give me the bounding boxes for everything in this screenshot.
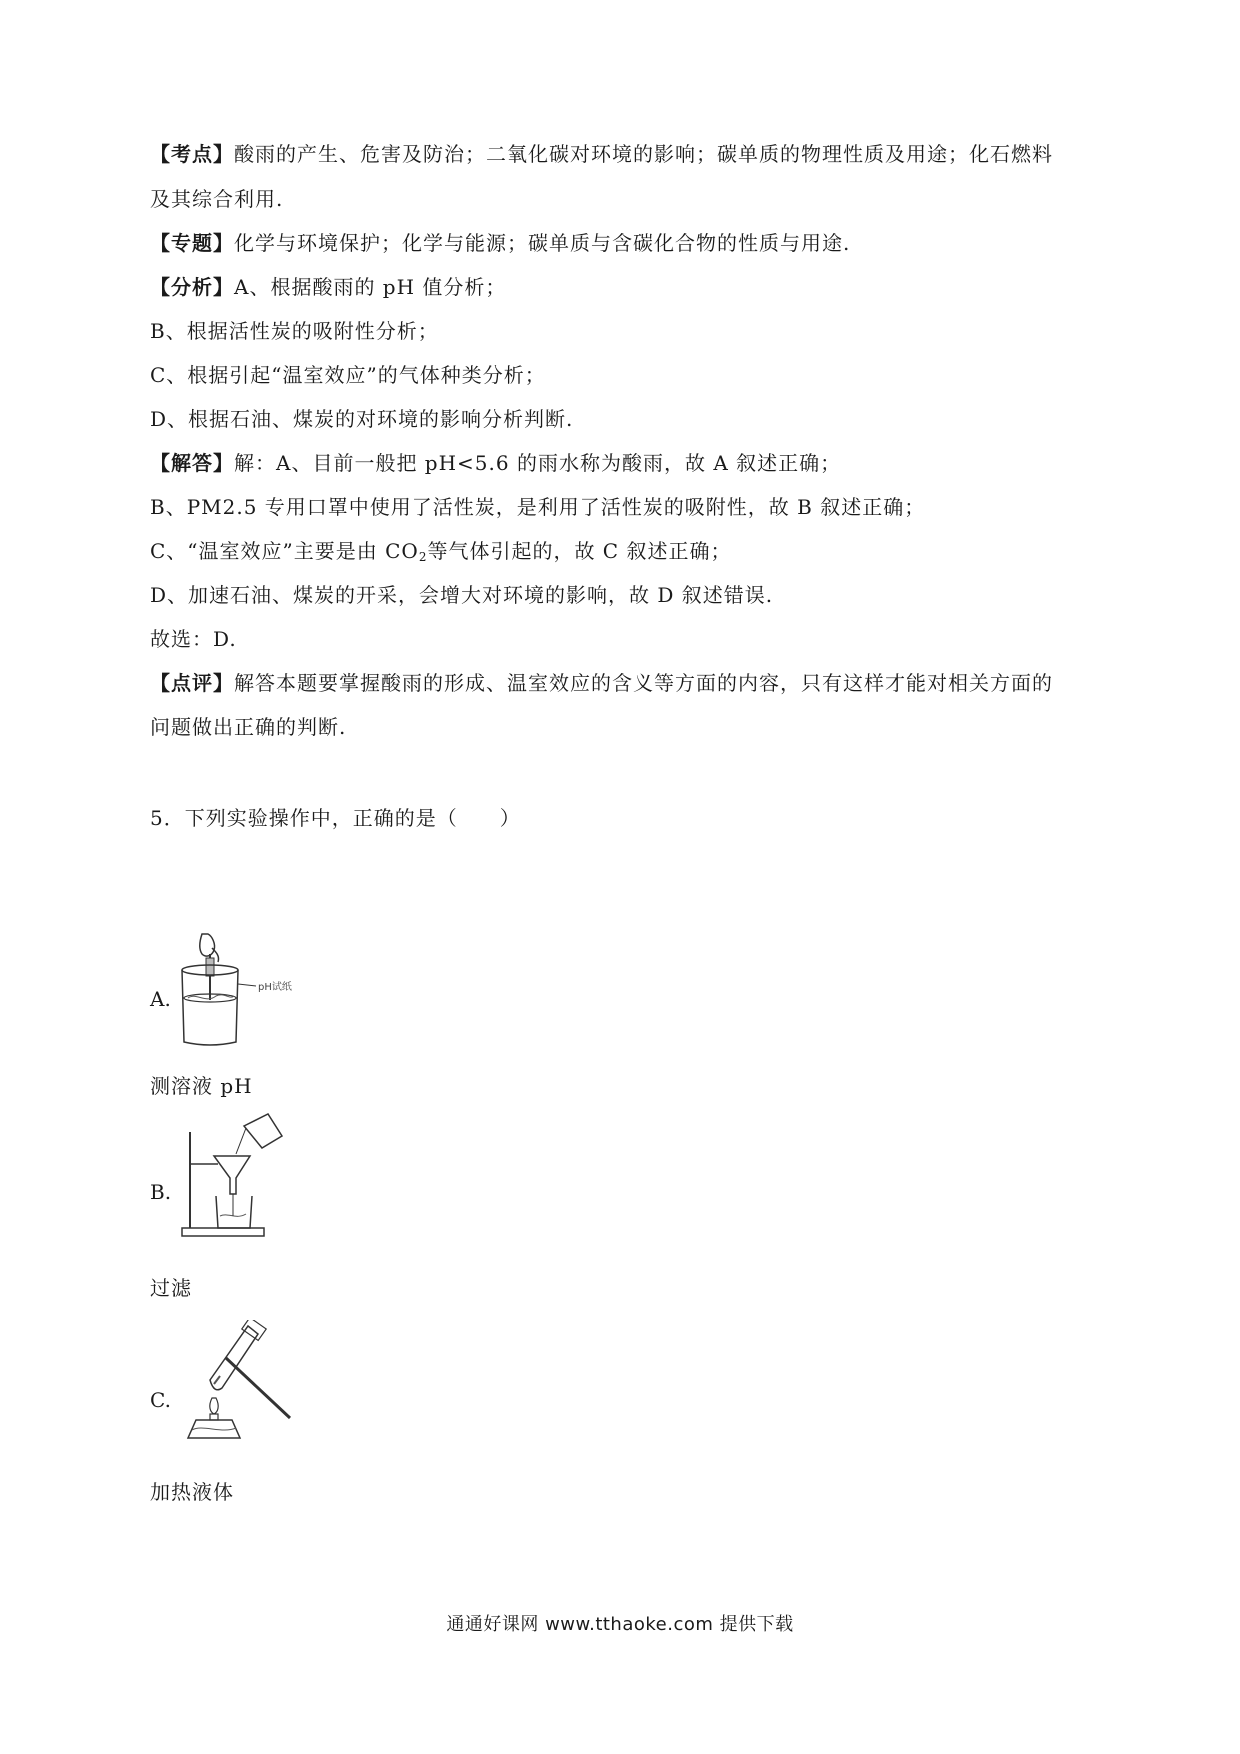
- ph-test-beaker-icon: [172, 930, 307, 1055]
- jieda-line-a: [150, 449, 841, 477]
- fenxi-line-b: B、根据活性炭的吸附性分析；: [150, 319, 439, 343]
- kaodian-tag: 【考点】: [150, 142, 234, 166]
- option-a-caption: 测溶液 pH: [150, 1074, 253, 1098]
- kaodian-text-1: 酸雨的产生、危害及防治；二氧化碳对环境的影响；碳单质的物理性质及用途；化石燃料: [234, 142, 1053, 166]
- fenxi-line-d: D、根据石油、煤炭的对环境的影响分析判断.: [150, 407, 574, 431]
- filtration-apparatus-icon: [180, 1112, 310, 1242]
- option-a-label: A.: [150, 987, 171, 1011]
- jieda-line-b: B、PM2.5 专用口罩中使用了活性炭，是利用了活性炭的吸附性，故 B 叙述正确；: [150, 495, 926, 519]
- option-c-label: C.: [150, 1388, 171, 1412]
- jieda-line-c: [150, 537, 731, 571]
- jieda-c-subscript: 2: [418, 550, 428, 564]
- zhuanti-tag: 【专题】: [150, 231, 234, 255]
- answer-line: 故选：D.: [150, 627, 237, 651]
- option-c-caption: 加热液体: [150, 1480, 234, 1504]
- option-b-caption: 过滤: [150, 1276, 192, 1300]
- dianping-tag: 【点评】: [150, 671, 234, 695]
- dianping-line-2: 问题做出正确的判断.: [150, 715, 347, 739]
- fenxi-line-c: C、根据引起“温室效应”的气体种类分析；: [150, 363, 546, 387]
- kaodian-line-1: [150, 140, 1053, 168]
- zhuanti-text: 化学与环境保护；化学与能源；碳单质与含碳化合物的性质与用途.: [234, 231, 851, 255]
- jieda-line-d: D、加速石油、煤炭的开采，会增大对环境的影响，故 D 叙述错误.: [150, 583, 774, 607]
- jieda-c-post: 等气体引起的，故 C 叙述正确；: [427, 539, 732, 563]
- question-stem: 5．下列实验操作中，正确的是（ ）: [150, 806, 521, 830]
- dianping-text-1: 解答本题要掌握酸雨的形成、温室效应的含义等方面的内容，只有这样才能对相关方面的: [234, 671, 1053, 695]
- dianping-line-1: [150, 669, 1053, 697]
- jieda-a-text: 解：A、目前一般把 pH<5.6 的雨水称为酸雨，故 A 叙述正确；: [234, 451, 842, 475]
- page-footer: 通通好课网 www.tthaoke.com 提供下载: [446, 1614, 794, 1635]
- kaodian-line-2: 及其综合利用.: [150, 187, 284, 211]
- fenxi-tag: 【分析】: [150, 275, 234, 299]
- fenxi-line-a: [150, 273, 506, 301]
- zhuanti-line: [150, 229, 850, 257]
- option-b-label: B.: [150, 1180, 172, 1204]
- ph-paper-label: pH试纸: [258, 982, 292, 993]
- heating-test-tube-icon: [178, 1320, 298, 1450]
- fenxi-a-text: A、根据酸雨的 pH 值分析；: [234, 275, 507, 299]
- jieda-tag: 【解答】: [150, 451, 234, 475]
- jieda-c-pre: C、“温室效应”主要是由 CO: [150, 539, 419, 563]
